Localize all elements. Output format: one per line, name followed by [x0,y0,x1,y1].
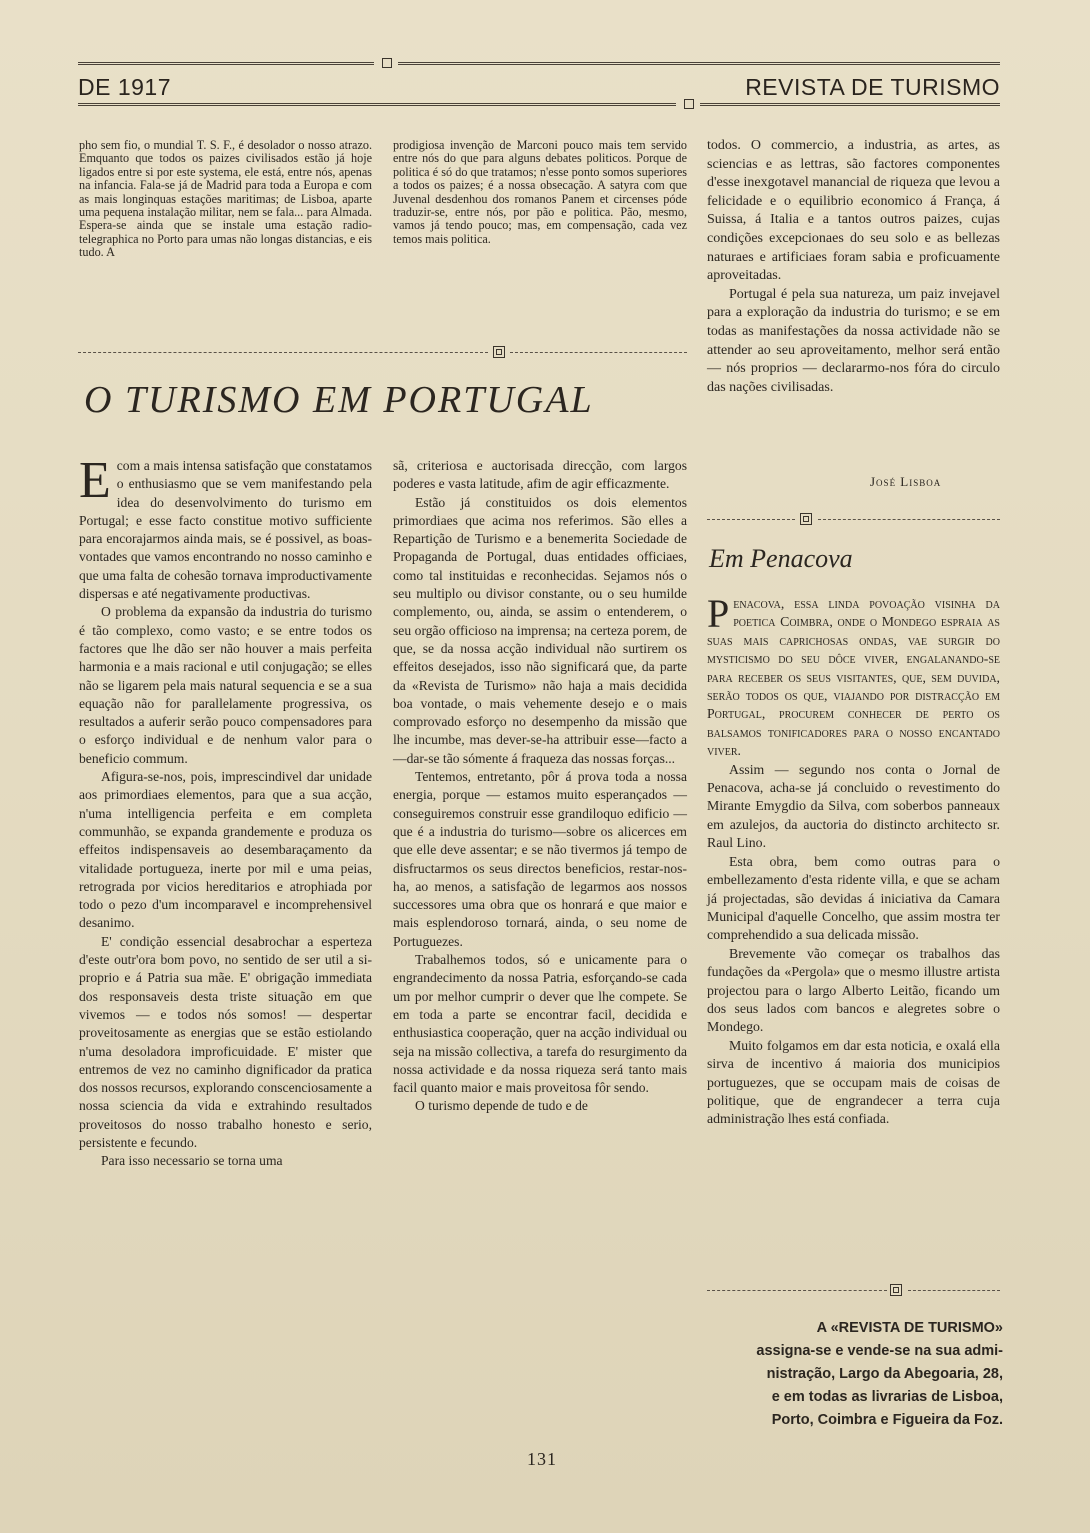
header-rule-top-left [78,62,374,65]
article-paragraph: Ecom a mais intensa satisfação que constatamos o enthusiasmo que se vem manifestando pela idea do desenvolvimento do turismo em Portugal; e esse facto constitue motivo sufficiente para encorajarmos ainda mais, se é possivel, as boas-vontades que vamos encontrando no nosso caminho e que uma falta de cohesão tornava improductivamente dispersas e até negativamente productivas. [79,452,372,602]
section-divider [78,352,488,353]
article-paragraph: Para isso necessario se torna uma [101,1153,283,1169]
ornament-square [382,58,392,68]
continuation-text: pho sem fio, o mundial T. S. F., é desolador o nosso atrazo. Emquanto que todos os paizes civilisados estão já hoje ligados entre si por este systema, ele está, entre nós, apenas na infancia. Fala-se já de Madrid para toda a Europa e com as mais longinquas estações maritimas; de Lisboa, aparte uma pequena instalação militar, nem se fala... para Almada. Espera-se ainda que se instale uma estação radio-telegraphica no Porto para umas não longas distancias, e eis tudo. A [79,138,372,260]
article-column-2 [393,457,687,1116]
penacova-paragraph: Assim — segundo nos conta o Jornal de Penacova, acha-se já concluido o revestimento do Mirante Emygdio da Silva, com soberbos panneaux em azulejos, da auctoria do distincto architecto sr. Raul Lino. [707,761,1000,851]
author-signature: José Lisboa [870,474,942,489]
notice-line: e em todas as livrarias de Lisboa, [771,1389,1003,1405]
header-rule-bottom-right [700,103,1000,106]
section-divider [510,352,687,353]
header-rule-top-right [398,62,1000,65]
article-paragraph: sã, criteriosa e auctorisada direcção, com largos poderes e vasta latitude, afim de agir efficazmente. [393,458,687,492]
header-magazine-name: REVISTA DE TURISMO [745,74,1000,100]
ornament-square [493,346,505,358]
continuation-text: Portugal é pela sua natureza, um paiz invejavel para a exploração da industria do turismo; e se em todas as manifestações da nossa actividade não se attender ao seu aproveitamento, melhor será então — nós proprios — declararmo-nos fóra do circulo das nações civilisadas. [707,286,1000,395]
drop-cap: E [79,452,111,509]
notice-line: nistração, Largo da Abegoaria, 28, [766,1366,1003,1382]
article-column-1 [79,452,372,1171]
article-paragraph: Afigura-se-nos, pois, imprescindivel dar unidade aos primordiaes elementos, para que a sua acção, n'uma intelligencia perfeita e em completa communhão, se expanda grandemente e produza os effeitos indispensaveis ao desembaraçamento da vitalidade portugueza, inerte por mil e uma peias, retrograda por vicios hereditarios e atrophiada por todo o pezo d'um incomparavel e incomprehensivel desanimo. [79,769,372,931]
penacova-paragraph: Brevemente vão começar os trabalhos das fundações da «Pergola» que o mesmo illustre artista projectou para o largo Alberto Leitão, ficando um dos seus lados com bancos e alegretes sobre o Mondego. [707,945,1000,1035]
continuation-column-3 [707,137,1000,397]
article-title: O TURISMO EM PORTUGAL [84,379,594,421]
penacova-paragraph: Esta obra, bem como outras para o embellezamento d'esta ridente villa, e que se acham já projectadas, são devidas á iniciativa da Camara Municipal d'aquelle Concelho, que assim mostra ter comprehendido a sua delicada missão. [707,853,1000,943]
continuation-text: todos. O commercio, a industria, as artes, as sciencias e as lettras, são factores componentes d'esse inexgotavel manancial de riqueza que levou a felicidade e o equilibrio economico á França, á Suissa, á Italia e a tantos outros paizes, cujas condições excepcionaes do seu solo e as bellezas naturaes e artificiaes foram sabia e proficuamente aproveitadas. [707,138,1000,284]
ornament-square [890,1284,902,1296]
article-paragraph: O turismo depende de tudo e de [415,1098,588,1114]
article-paragraph: E' condição essencial desabrochar a esperteza d'este outr'ora bom povo, no sentido de ser util a si-proprio e á Patria sua mãe. E' obrigação immediata dos responsaveis desta triste situação em que vivemos — e todos nós somos! — despertar proveitosamente as energias que se estão estiolando n'uma desoladora improficuidade. E' mister que entremos de vez no caminho dignificador da pratica dos nossos recursos, explorando conscenciosamente a nossa sciencia da vida e extrahindo resultados proveitosos do nosso trabalho honesto e serio, persistente e fecundo. [79,933,372,1150]
page-number: 131 [527,1449,557,1469]
continuation-column-1 [79,139,372,260]
notice-line: Porto, Coimbra e Figueira da Foz. [771,1412,1003,1428]
notice-line: A «REVISTA DE TURISMO» [816,1320,1003,1336]
ornament-square [800,513,812,525]
article-paragraph: O problema da expansão da industria do turismo é tão complexo, como vasto; e se entre todos os factores que lhe dão ser não houver a mais perfeita harmonia e a mais racional e util conjugação; se elles não se ligarem pela mais natural sequencia e se a sua equação não for parallelamente progressiva, os resultados a auferir serão pouco compensadores para o esforço individual e de nenhum valor para o beneficio commum. [79,604,372,766]
section-divider [908,1290,1000,1291]
section-divider [707,1290,887,1291]
drop-cap: P [707,591,730,636]
subscription-notice [705,1317,1003,1432]
header-rule-bottom-left [78,103,676,106]
section-divider [707,519,795,520]
penacova-column [707,591,1000,1129]
continuation-text: prodigiosa invenção de Marconi pouco mais tem servido entre nós do que para alguns debates politicos. Porque de politica é só do que tratamos; n'esse ponto somos superiores a todos os paizes; é a nossa obsecação. A satyra com que Juvenal desdenhou dos romanos Panem et circenses póde traduzir-se, entre nós, por pão e politica. Pão, mesmo, vamos já tendo pouco; mas, em compensação, cada vez temos mais politica. [393,138,687,246]
notice-line: assigna-se e vende-se na sua admi- [756,1343,1003,1359]
article-paragraph: Trabalhemos todos, só e unicamente para o engrandecimento da nossa Patria, esforçando-se cada um por melhor cumprir o dever que lhe compete. Se em toda a parte se encontrar facil, decidida e enthusiastica cooperação, quer na acção individual ou seja na missão collectiva, a tarefa do resurgimento da nossa actividade e da nossa riqueza será tanto mais facil quanto maior e mais proveitosa fôr sendo. [393,952,687,1096]
section-divider [818,519,1000,520]
penacova-title: Em Penacova [709,544,853,573]
article-paragraph: Estão já constituidos os dois elementos primordiaes que acima nos referimos. São elles a Repartição de Turismo e a benemerita Sociedade de Propaganda de Portugal, duas entidades officiaes, como tal instituidas e reconhecidas. Sejamos nós o seu multiplo ou divisor constante, ou o seu humilde complemento, ou, ainda, se assim o entenderem, o seu orgão officioso na imprensa; na certeza porem, de que, se da nossa acção individual não surtirem os effeitos desejados, isso não significará que, da parte da «Revista de Turismo» não haja a mais decidida boa vontade, o mais vehemente desejo e o mais comprovado esforço no desempenho da missão que lhe incumbe, mas dever-se-ha attribuir esse—facto a—dar-se tão sómente á fraqueza das nossas forças... [393,494,687,766]
article-paragraph: Tentemos, entretanto, pôr á prova toda a nossa energia, porque — estamos muito esperançados — conseguiremos construir esse grandiloquo edificio — que é a industria do turismo—sobre os alicerces em que elle deve assentar; e se não tivermos já tempo de disfructarmos os seus directos beneficios, restar-nos-ha, ao menos, a satisfação de legarmos aos nossos successores uma obra que os honrará e que maior e mais esplendoroso tornará, ainda, o seu nome de Portuguezes. [393,769,687,949]
ornament-square [684,99,694,109]
penacova-paragraph: Muito folgamos em dar esta noticia, e oxalá ella sirva de incentivo á maioria dos municipios portuguezes, que se occupam mais de coisas de politique, que de engrandecer a terra cuja administração lhes está confiada. [707,1037,1000,1127]
header-issue-date: DE 1917 [78,74,172,100]
penacova-paragraph: Penacova, essa linda povoação visinha da poetica Coimbra, onde o Mondego espraia as suas mais caprichosas ondas, vae surgir do mysticismo do seu dôce viver, engalanando-se para receber os seus visitantes, que, sem duvida, serão todos os que, viajando por distracção em Portugal, procurem conhecer de perto os balsamos tonificadores para o nosso encantado viver. [707,591,1000,759]
continuation-column-2 [393,139,687,246]
